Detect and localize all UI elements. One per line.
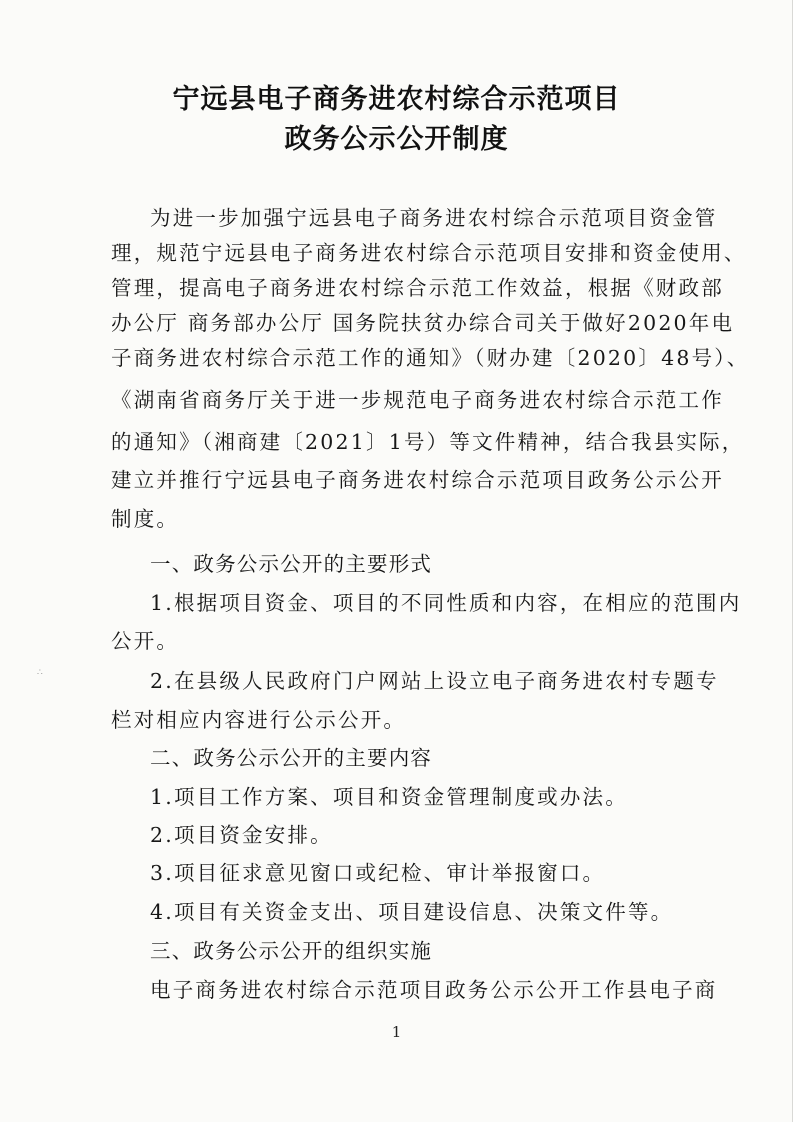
body-line-2: 理，规范宁远县电子商务进农村综合示范项目安排和资金使用、 — [111, 241, 747, 265]
section-1-item-1: 1.根据项目资金、项目的不同性质和内容，在相应的范围内 — [150, 591, 742, 615]
section-3-paragraph-start: 电子商务进农村综合示范项目政务公示公开工作县电子商 — [150, 978, 718, 1002]
body-line-1: 为进一步加强宁远县电子商务进农村综合示范项目资金管 — [150, 206, 718, 230]
section-1-item-1-continued: 公开。 — [111, 629, 180, 653]
body-line-7: 的通知》（湘商建〔2021〕1号）等文件精神，结合我县实际， — [111, 430, 745, 454]
body-line-6: 《湖南省商务厅关于进一步规范电子商务进农村综合示范工作 — [111, 388, 724, 412]
body-line-4: 办公厅 商务部办公厅 国务院扶贫办综合司关于做好2020年电 — [111, 311, 735, 335]
section-2-item-2: 2.项目资金安排。 — [150, 823, 333, 847]
section-2-item-1: 1.项目工作方案、项目和资金管理制度或办法。 — [150, 785, 628, 809]
page-number: 1 — [391, 1023, 402, 1041]
section-1-item-2-continued: 栏对相应内容进行公示公开。 — [111, 708, 407, 732]
scan-artifact: ∴ — [37, 668, 43, 678]
body-line-9: 制度。 — [111, 507, 180, 531]
section-heading-1: 一、政务公示公开的主要形式 — [150, 552, 433, 576]
section-1-item-2: 2.在县级人民政府门户网站上设立电子商务进农村专题专 — [150, 669, 719, 693]
body-line-5: 子商务进农村综合示范工作的通知》（财办建〔2020〕48号）、 — [111, 346, 750, 370]
document-title-line-2: 政务公示公开制度 — [284, 124, 509, 155]
body-line-8: 建立并推行宁远县电子商务进农村综合示范项目政务公示公开 — [111, 468, 724, 492]
section-heading-2: 二、政务公示公开的主要内容 — [150, 746, 433, 770]
body-line-3: 管理，提高电子商务进农村综合示范工作效益，根据《财政部 — [111, 276, 724, 300]
section-2-item-4: 4.项目有关资金支出、项目建设信息、决策文件等。 — [150, 900, 674, 924]
section-2-item-3: 3.项目征求意见窗口或纪检、审计举报窗口。 — [150, 861, 606, 885]
section-heading-3: 三、政务公示公开的组织实施 — [150, 939, 433, 963]
document-title-line-1: 宁远县电子商务进农村综合示范项目 — [172, 84, 621, 115]
